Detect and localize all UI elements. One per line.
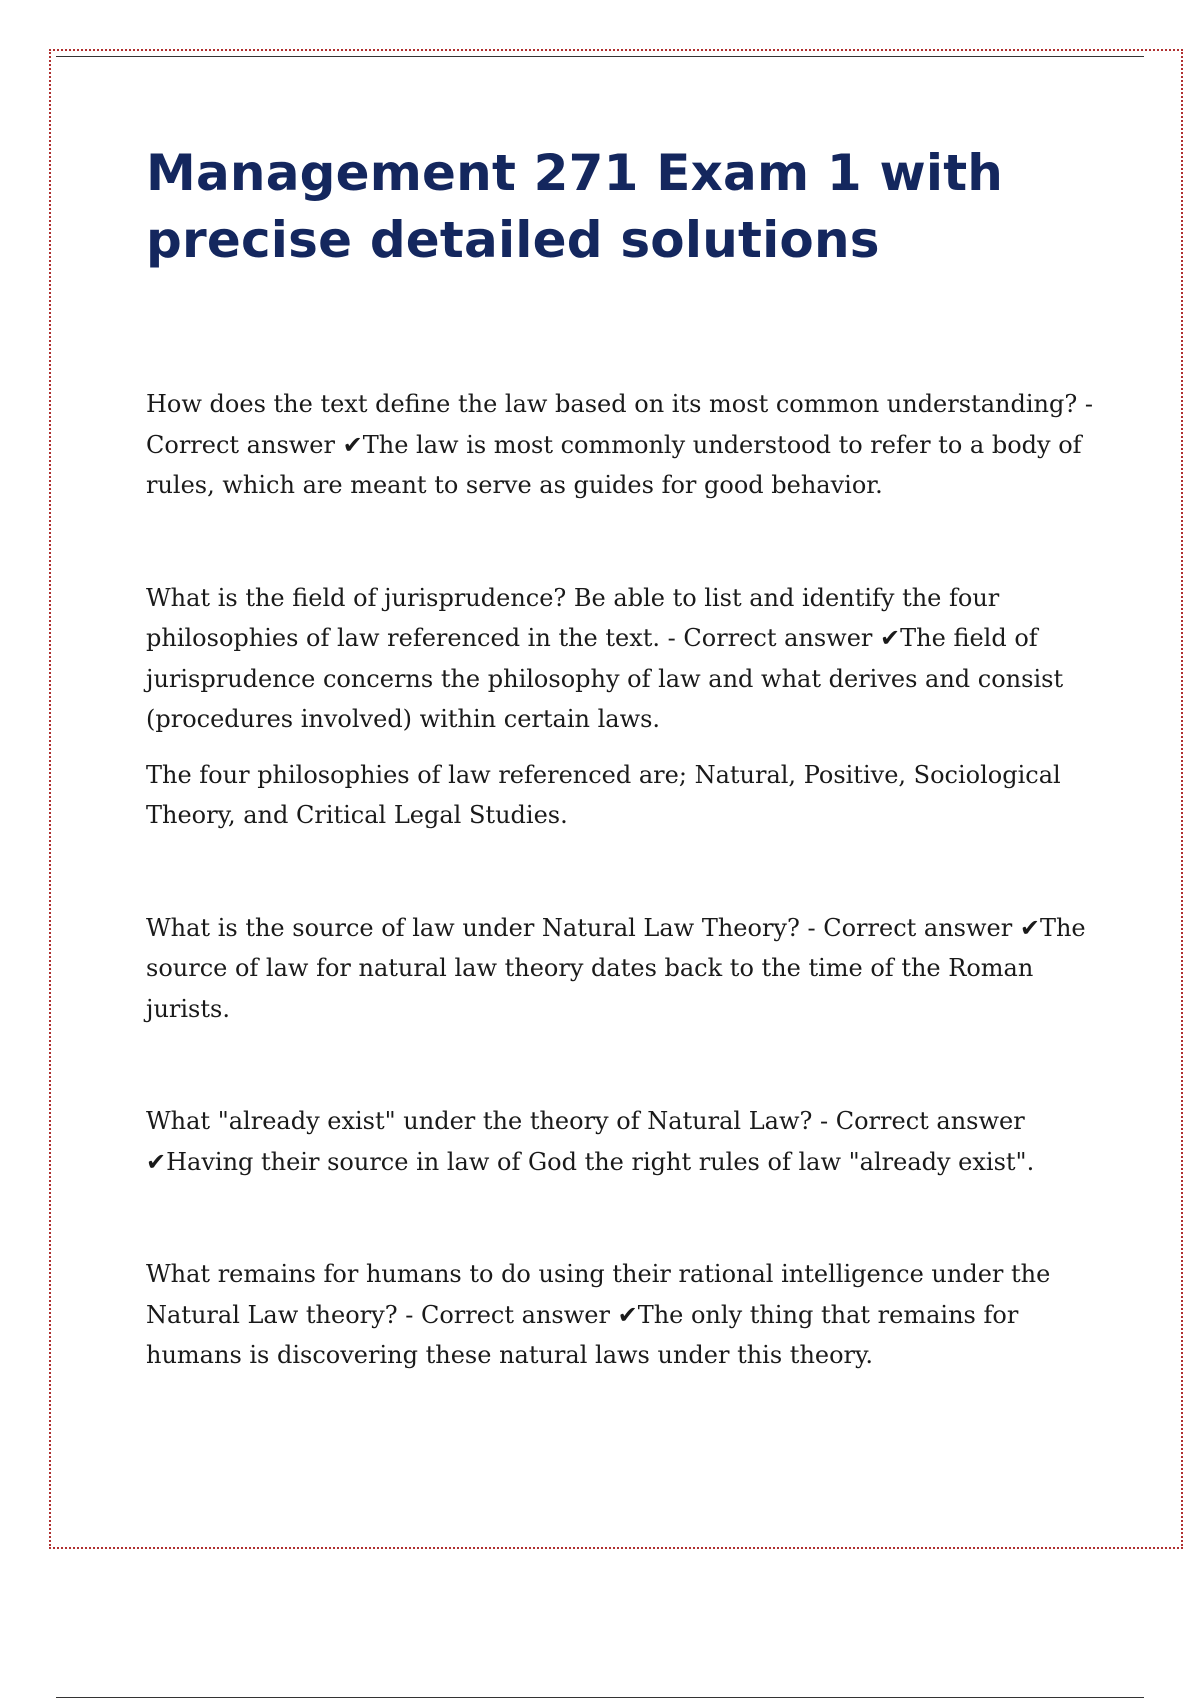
qa-list: [146, 384, 1096, 1376]
answer-prefix: - Correct answer: [405, 1300, 610, 1329]
qa-item: [146, 384, 1096, 506]
page-title: Management 271 Exam 1 with precise detailed solutions: [146, 144, 1004, 269]
check-mark-icon: ✔: [342, 430, 363, 459]
qa-item: [146, 908, 1096, 1030]
qa-paragraph: [146, 578, 1096, 740]
question-text: What "already exist" under the theory of Natural Law?: [146, 1107, 813, 1135]
answer-text: The law is most commonly understood to refer to a body of rules, which are meant to serve as guides for good behavior.: [146, 430, 1082, 499]
question-text: What is the source of law under Natural Law Theory?: [146, 913, 800, 942]
qa-paragraph: [146, 1101, 1096, 1182]
question-text: What is the field of jurisprudence? Be able to list and identify the four philosophies of law referenced in the text.: [146, 583, 1000, 652]
qa-item: [146, 578, 1096, 836]
answer-prefix: - Correct answer: [820, 1107, 1025, 1135]
check-mark-icon: ✔: [880, 624, 901, 652]
qa-paragraph: [146, 384, 1096, 506]
check-mark-icon: ✔: [617, 1300, 638, 1329]
answer-prefix: - Correct answer: [807, 913, 1013, 942]
qa-paragraph: [146, 908, 1096, 1030]
check-mark-icon: ✔: [1019, 913, 1040, 942]
answer-extra-paragraph: The four philosophies of law referenced are; Natural, Positive, Sociological Theory, and Critical Legal Studies.: [146, 760, 1061, 829]
question-text: How does the text define the law based on its most common understanding?: [146, 390, 1078, 418]
qa-paragraph: [146, 1254, 1096, 1376]
top-rule: [56, 56, 1144, 57]
check-mark-icon: ✔: [146, 1147, 167, 1176]
document-body: [146, 140, 1096, 1448]
bottom-rule: [56, 1697, 1144, 1698]
answer-text: Having their source in law of God the right rules of law "already exist".: [166, 1147, 1035, 1176]
question-text: What remains for humans to do using their rational intelligence under the Natural Law theory?: [146, 1260, 1051, 1329]
answer-text: The field of jurisprudence concerns the philosophy of law and what derives and consist (procedures involved) within certain laws.: [146, 624, 1064, 733]
qa-item: [146, 1101, 1096, 1182]
answer-prefix: - Correct answer: [667, 624, 873, 652]
answer-prefix: - Correct answer: [146, 390, 1093, 459]
answer-text: The only thing that remains for humans is discovering these natural laws under this theory.: [146, 1300, 1019, 1369]
qa-item: [146, 1254, 1096, 1376]
answer-text: The source of law for natural law theory dates back to the time of the Roman jurists.: [146, 913, 1086, 1023]
